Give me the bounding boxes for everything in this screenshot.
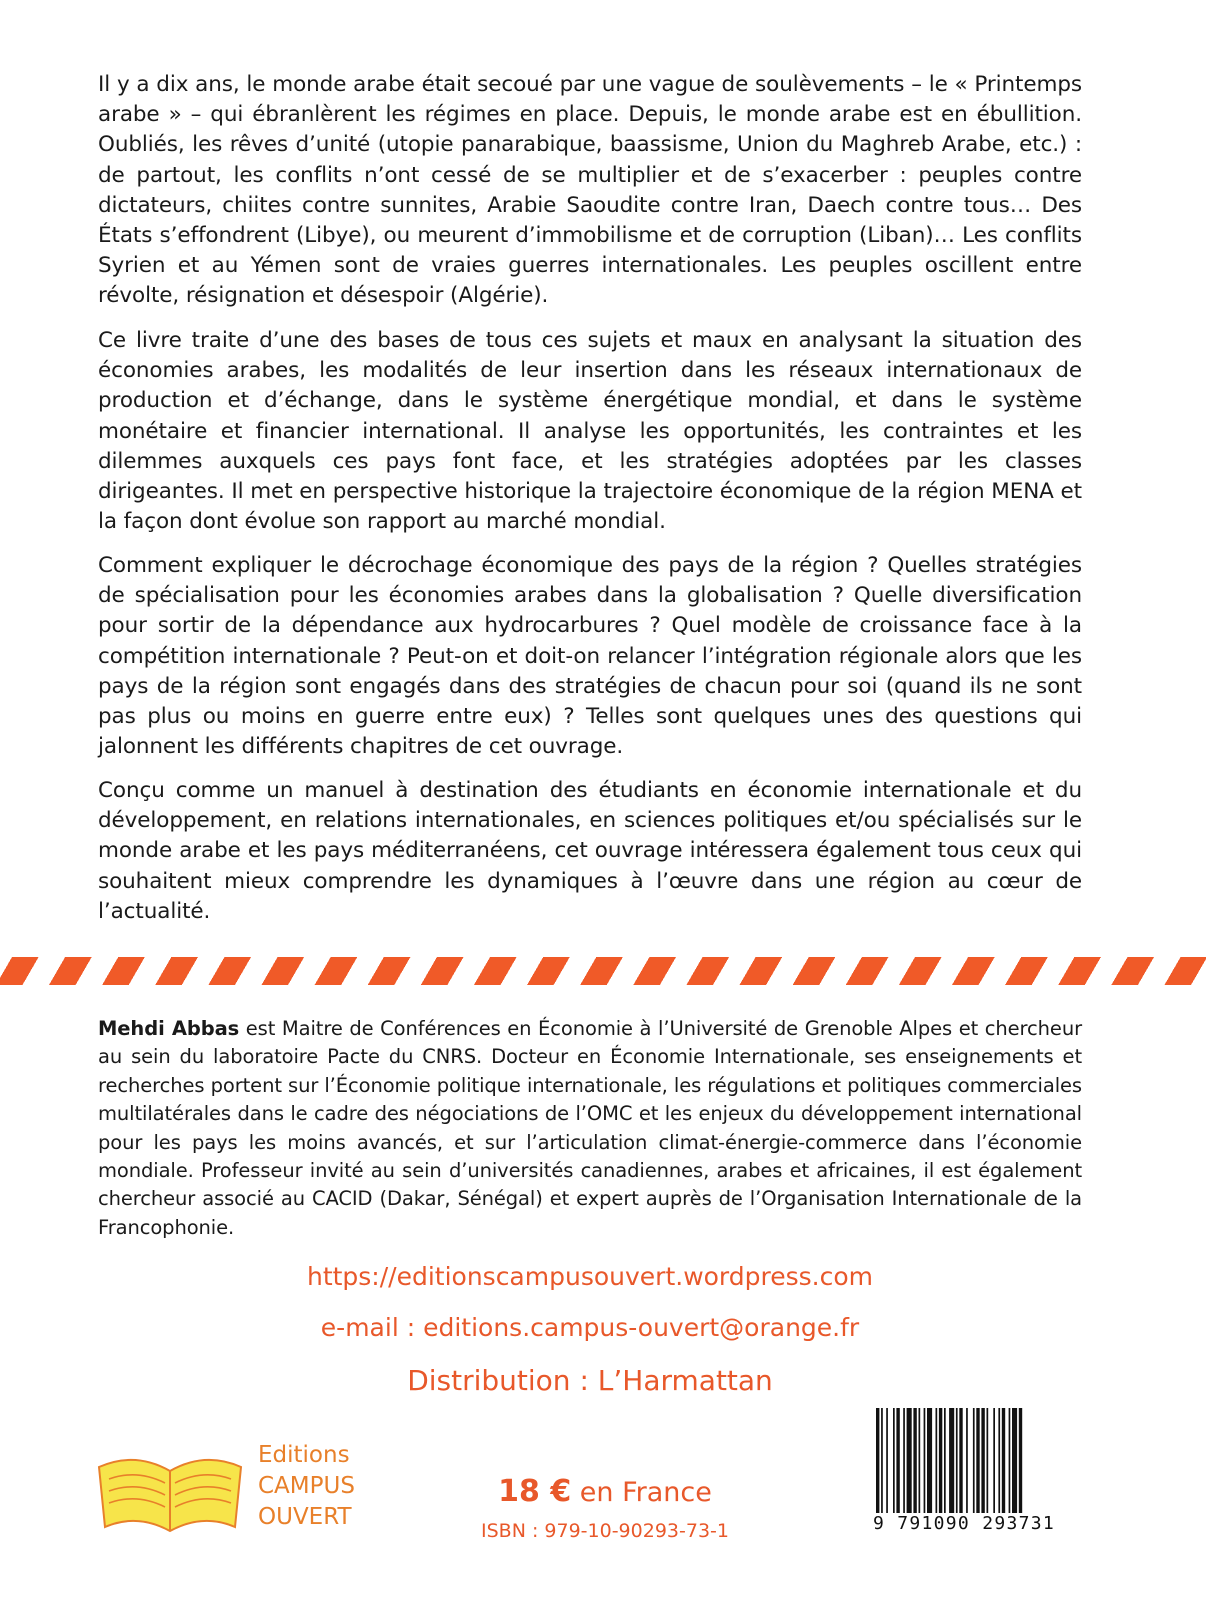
barcode-bar xyxy=(907,1408,912,1513)
barcode-bar xyxy=(987,1408,989,1513)
barcode-bar xyxy=(973,1408,975,1513)
barcode-bar xyxy=(893,1408,895,1513)
price-suffix: en France xyxy=(571,1477,712,1508)
website-link[interactable]: https://editionscampusouvert.wordpress.com xyxy=(306,1262,874,1291)
barcode-bar xyxy=(959,1408,962,1513)
barcode-bar xyxy=(976,1408,979,1513)
publisher-logo-text xyxy=(258,1440,355,1533)
summary-paragraph-3: Comment expliquer le décrochage économique des pays de la région ? Quelles stratégies de spécialisation pour les économies arabes dans la globalisation ? Quelle diversification pour sortir de la dépendance aux hydrocarbures ? Quel modèle de croissance face à la compétition internationale ? Peut-on et doit-on relancer l’intégration régionale alors que les pays de la région sont engagés dans des stratégies de chacun pour soi (quand ils ne sont pas plus ou moins en guerre entre eux) ? Telles sont quelques unes des questions qui jalonnent les différents chapitres de cet ouvrage. xyxy=(98,553,1082,760)
barcode-bar xyxy=(949,1408,954,1513)
hazard-stripe-divider xyxy=(0,957,1206,985)
barcode xyxy=(858,1408,1070,1538)
barcode-bar xyxy=(966,1408,968,1513)
open-book-icon xyxy=(95,1449,245,1534)
summary-paragraph-4: Conçu comme un manuel à destination des étudiants en économie internationale et du développement, en relations internationales, en sciences politiques et/ou spécialisés sur le monde arabe et les pays méditerranéens, cet ouvrage intéressera également tous ceux qui souhaitent mieux comprendre les dynamiques à l’œuvre dans une région au cœur de l’actualité. xyxy=(98,778,1082,924)
barcode-bar xyxy=(927,1408,932,1513)
barcode-bar xyxy=(1012,1408,1017,1513)
summary-paragraph-1: Il y a dix ans, le monde arabe était secoué par une vague de soulèvements – le « Printemps arabe » – qui ébranlèrent les régimes en place. Depuis, le monde arabe est en ébullition. Oubliés, les rêves d’unité (utopie panarabique, baassisme, Union du Maghreb Arabe, etc.) : de partout, les conflits n’ont cessé de se multiplier et de s’exacerber : peuples contre dictateurs, chiites contre sunnites, Arabie Saoudite contre Iran, Daech contre tous… Des États s’effondrent (Libye), ou meurent d’immobilisme et de corruption (Liban)… Les conflits Syrien et au Yémen sont de vraies guerres internationales. Les peuples oscillent entre révolte, résignation et désespoir (Algérie). xyxy=(98,72,1082,309)
author-bio-text: est Maitre de Conférences en Économie à l’Université de Grenoble Alpes et chercheur au sein du laboratoire Pacte du CNRS. Docteur en Économie Internationale, ses enseignements et recherches portent sur l’Économie politique internationale, les régulations et politiques commerciales multilatérales dans le cadre des négociations de l’OMC et les enjeux du développement international pour les pays les moins avancés, et sur l’articulation climat-énergie-commerce dans l’économie mondiale. Professeur invité au sein d’universités canadiennes, arabes et africaines, il est également chercheur associé au CACID (Dakar, Sénégal) et expert auprès de l’Organisation Internationale de la Francophonie. xyxy=(98,1017,1082,1239)
publisher-line-3: OUVERT xyxy=(258,1504,352,1530)
barcode-bar xyxy=(896,1408,899,1513)
isbn: ISBN : 979-10-90293-73-1 xyxy=(481,1520,729,1542)
barcode-bar xyxy=(944,1408,946,1513)
price-amount: 18 € xyxy=(498,1474,572,1509)
barcode-digits: 9 791090 293731 xyxy=(872,1513,1056,1534)
price xyxy=(480,1474,730,1509)
barcode-bar xyxy=(876,1408,879,1513)
barcode-bar xyxy=(903,1408,905,1513)
barcode-bar xyxy=(1002,1408,1005,1513)
barcode-bar xyxy=(924,1408,926,1513)
email-link[interactable]: e-mail : editions.campus-ouvert@orange.fr xyxy=(320,1313,860,1342)
barcode-bars xyxy=(876,1408,1058,1513)
barcode-bar xyxy=(1019,1408,1022,1513)
barcode-bar xyxy=(998,1408,1000,1513)
barcode-bar xyxy=(919,1408,921,1513)
publisher-line-2: CAMPUS xyxy=(258,1473,355,1499)
barcode-bar xyxy=(939,1408,942,1513)
publisher-line-1: Editions xyxy=(258,1442,350,1468)
barcode-bar xyxy=(993,1408,995,1513)
barcode-bar xyxy=(981,1408,984,1513)
distribution-line: Distribution : L’Harmattan xyxy=(407,1364,773,1397)
author-name: Mehdi Abbas xyxy=(98,1017,240,1040)
author-bio xyxy=(98,1015,1082,1242)
barcode-bar xyxy=(1009,1408,1011,1513)
barcode-bar xyxy=(913,1408,916,1513)
barcode-bar xyxy=(886,1408,888,1513)
barcode-bar xyxy=(881,1408,883,1513)
barcode-bar xyxy=(936,1408,938,1513)
barcode-bar xyxy=(956,1408,958,1513)
summary-paragraph-2: Ce livre traite d’une des bases de tous ces sujets et maux en analysant la situation des économies arabes, les modalités de leur insertion dans les réseaux internationaux de production et d’échange, dans le système énergétique mondial, et dans le système monétaire et financier international. Il analyse les opportunités, les contraintes et les dilemmes auxquels ces pays font face, et les stratégies adoptées par les classes dirigeantes. Il met en perspective historique la trajectoire économique de la région MENA et la façon dont évolue son rapport au marché mondial. xyxy=(98,328,1082,535)
